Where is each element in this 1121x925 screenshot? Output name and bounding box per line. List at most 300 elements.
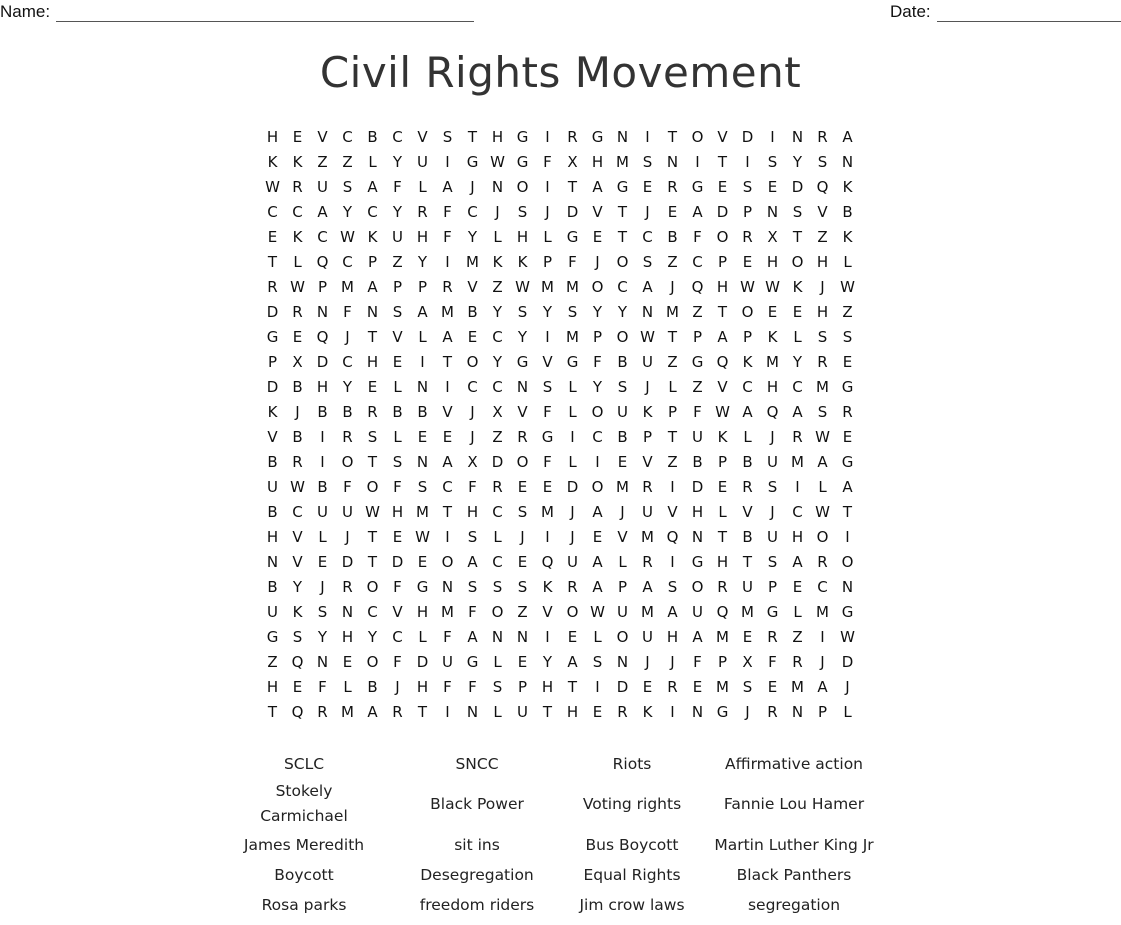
- grid-letter[interactable]: N: [791, 128, 804, 146]
- grid-letter[interactable]: O: [366, 578, 379, 596]
- grid-letter[interactable]: G: [466, 653, 479, 671]
- grid-letter[interactable]: N: [416, 378, 429, 396]
- grid-letter[interactable]: P: [817, 703, 828, 721]
- grid-letter[interactable]: W: [715, 403, 730, 421]
- grid-letter[interactable]: A: [642, 578, 653, 596]
- grid-letter[interactable]: G: [841, 453, 854, 471]
- grid-letter[interactable]: Q: [766, 403, 779, 421]
- grid-letter[interactable]: E: [792, 578, 803, 596]
- grid-letter[interactable]: M: [341, 703, 354, 721]
- grid-letter[interactable]: G: [516, 353, 529, 371]
- grid-letter[interactable]: V: [267, 428, 278, 446]
- grid-letter[interactable]: K: [842, 178, 853, 196]
- grid-letter[interactable]: R: [642, 553, 653, 571]
- grid-letter[interactable]: X: [567, 153, 578, 171]
- grid-letter[interactable]: D: [341, 553, 354, 571]
- grid-letter[interactable]: O: [591, 478, 604, 496]
- grid-letter[interactable]: L: [843, 703, 852, 721]
- grid-letter[interactable]: M: [641, 603, 654, 621]
- grid-letter[interactable]: B: [267, 453, 278, 471]
- grid-letter[interactable]: M: [641, 528, 654, 546]
- grid-letter[interactable]: O: [816, 528, 829, 546]
- grid-letter[interactable]: C: [267, 203, 278, 221]
- grid-letter[interactable]: R: [617, 703, 628, 721]
- grid-letter[interactable]: V: [417, 128, 428, 146]
- grid-letter[interactable]: V: [292, 528, 303, 546]
- grid-letter[interactable]: N: [641, 303, 654, 321]
- grid-letter[interactable]: T: [842, 503, 853, 521]
- grid-letter[interactable]: P: [592, 328, 603, 346]
- grid-letter[interactable]: E: [642, 178, 653, 196]
- grid-letter[interactable]: S: [667, 578, 678, 596]
- grid-letter[interactable]: E: [717, 178, 728, 196]
- grid-letter[interactable]: A: [842, 128, 853, 146]
- grid-letter[interactable]: I: [795, 478, 800, 496]
- grid-letter[interactable]: G: [516, 128, 529, 146]
- grid-letter[interactable]: F: [393, 478, 402, 496]
- grid-letter[interactable]: G: [716, 703, 729, 721]
- grid-letter[interactable]: E: [717, 478, 728, 496]
- grid-letter[interactable]: I: [770, 128, 775, 146]
- grid-letter[interactable]: Y: [367, 628, 378, 646]
- grid-letter[interactable]: Z: [317, 153, 328, 171]
- grid-letter[interactable]: G: [516, 153, 529, 171]
- grid-letter[interactable]: A: [842, 478, 853, 496]
- grid-letter[interactable]: M: [566, 328, 579, 346]
- grid-letter[interactable]: D: [416, 653, 429, 671]
- grid-letter[interactable]: P: [667, 403, 678, 421]
- grid-letter[interactable]: S: [467, 528, 478, 546]
- grid-letter[interactable]: L: [568, 453, 577, 471]
- grid-letter[interactable]: E: [292, 678, 303, 696]
- grid-letter[interactable]: G: [691, 553, 704, 571]
- grid-letter[interactable]: L: [318, 528, 327, 546]
- grid-letter[interactable]: C: [492, 503, 503, 521]
- grid-letter[interactable]: W: [490, 153, 505, 171]
- grid-letter[interactable]: E: [667, 203, 678, 221]
- grid-letter[interactable]: Y: [392, 153, 403, 171]
- grid-letter[interactable]: B: [392, 403, 403, 421]
- grid-letter[interactable]: M: [441, 303, 454, 321]
- grid-letter[interactable]: O: [716, 228, 729, 246]
- grid-letter[interactable]: B: [617, 428, 628, 446]
- grid-letter[interactable]: T: [367, 553, 378, 571]
- grid-letter[interactable]: C: [792, 503, 803, 521]
- grid-letter[interactable]: I: [545, 628, 550, 646]
- grid-letter[interactable]: U: [742, 578, 753, 596]
- grid-letter[interactable]: O: [791, 253, 804, 271]
- grid-letter[interactable]: F: [343, 303, 352, 321]
- grid-letter[interactable]: H: [316, 378, 329, 396]
- grid-letter[interactable]: L: [793, 328, 802, 346]
- grid-letter[interactable]: O: [491, 603, 504, 621]
- grid-letter[interactable]: I: [445, 378, 450, 396]
- grid-letter[interactable]: U: [317, 178, 328, 196]
- grid-letter[interactable]: E: [617, 453, 628, 471]
- grid-letter[interactable]: U: [417, 153, 428, 171]
- grid-letter[interactable]: F: [693, 403, 702, 421]
- grid-letter[interactable]: C: [342, 128, 353, 146]
- grid-letter[interactable]: H: [766, 253, 779, 271]
- grid-letter[interactable]: S: [792, 203, 803, 221]
- grid-letter[interactable]: V: [642, 453, 653, 471]
- grid-letter[interactable]: P: [617, 578, 628, 596]
- grid-letter[interactable]: S: [517, 578, 528, 596]
- grid-letter[interactable]: G: [541, 428, 554, 446]
- grid-letter[interactable]: D: [791, 178, 804, 196]
- grid-letter[interactable]: Q: [666, 528, 679, 546]
- grid-letter[interactable]: L: [493, 528, 502, 546]
- grid-letter[interactable]: R: [567, 128, 578, 146]
- grid-letter[interactable]: N: [316, 303, 329, 321]
- grid-letter[interactable]: H: [266, 528, 279, 546]
- grid-letter[interactable]: W: [815, 428, 830, 446]
- grid-letter[interactable]: L: [718, 503, 727, 521]
- grid-letter[interactable]: R: [367, 403, 378, 421]
- grid-letter[interactable]: E: [742, 628, 753, 646]
- grid-letter[interactable]: N: [791, 703, 804, 721]
- grid-letter[interactable]: J: [670, 278, 675, 296]
- grid-letter[interactable]: L: [368, 153, 377, 171]
- grid-letter[interactable]: L: [668, 378, 677, 396]
- grid-letter[interactable]: V: [392, 328, 403, 346]
- grid-letter[interactable]: L: [493, 703, 502, 721]
- grid-letter[interactable]: R: [767, 703, 778, 721]
- grid-letter[interactable]: J: [620, 503, 625, 521]
- grid-letter[interactable]: Q: [291, 653, 304, 671]
- grid-letter[interactable]: E: [767, 178, 778, 196]
- grid-letter[interactable]: C: [792, 378, 803, 396]
- grid-letter[interactable]: S: [517, 503, 528, 521]
- grid-letter[interactable]: U: [317, 503, 328, 521]
- grid-letter[interactable]: U: [517, 703, 528, 721]
- grid-letter[interactable]: S: [317, 603, 328, 621]
- grid-letter[interactable]: J: [770, 503, 775, 521]
- grid-letter[interactable]: F: [768, 653, 777, 671]
- grid-letter[interactable]: R: [767, 628, 778, 646]
- grid-letter[interactable]: C: [342, 253, 353, 271]
- grid-letter[interactable]: C: [492, 378, 503, 396]
- grid-letter[interactable]: W: [740, 278, 755, 296]
- grid-letter[interactable]: I: [670, 553, 675, 571]
- grid-letter[interactable]: K: [292, 603, 303, 621]
- grid-letter[interactable]: T: [367, 528, 378, 546]
- grid-letter[interactable]: Z: [842, 303, 853, 321]
- grid-letter[interactable]: A: [317, 203, 328, 221]
- grid-letter[interactable]: V: [717, 128, 728, 146]
- grid-letter[interactable]: T: [367, 328, 378, 346]
- grid-letter[interactable]: R: [317, 703, 328, 721]
- grid-letter[interactable]: R: [267, 278, 278, 296]
- grid-letter[interactable]: T: [467, 128, 478, 146]
- grid-letter[interactable]: A: [692, 203, 703, 221]
- grid-letter[interactable]: B: [367, 678, 378, 696]
- grid-letter[interactable]: E: [592, 703, 603, 721]
- grid-letter[interactable]: M: [741, 603, 754, 621]
- grid-letter[interactable]: P: [642, 428, 653, 446]
- grid-letter[interactable]: J: [320, 578, 325, 596]
- grid-letter[interactable]: U: [392, 228, 403, 246]
- grid-letter[interactable]: X: [292, 353, 303, 371]
- grid-letter[interactable]: F: [568, 253, 577, 271]
- name-blank-line[interactable]: [56, 3, 474, 22]
- grid-letter[interactable]: S: [817, 153, 828, 171]
- grid-letter[interactable]: R: [667, 178, 678, 196]
- grid-letter[interactable]: K: [492, 253, 503, 271]
- grid-letter[interactable]: C: [367, 203, 378, 221]
- grid-letter[interactable]: J: [645, 378, 650, 396]
- grid-letter[interactable]: F: [543, 403, 552, 421]
- grid-letter[interactable]: W: [640, 328, 655, 346]
- grid-letter[interactable]: F: [543, 153, 552, 171]
- grid-letter[interactable]: H: [416, 603, 429, 621]
- grid-letter[interactable]: L: [393, 428, 402, 446]
- grid-letter[interactable]: A: [367, 178, 378, 196]
- grid-letter[interactable]: K: [642, 403, 653, 421]
- grid-letter[interactable]: P: [692, 328, 703, 346]
- grid-letter[interactable]: E: [267, 228, 278, 246]
- grid-letter[interactable]: N: [516, 378, 529, 396]
- grid-letter[interactable]: S: [492, 678, 503, 696]
- grid-letter[interactable]: Y: [417, 253, 428, 271]
- grid-letter[interactable]: V: [392, 603, 403, 621]
- grid-letter[interactable]: I: [545, 328, 550, 346]
- grid-letter[interactable]: M: [666, 303, 679, 321]
- grid-letter[interactable]: Q: [716, 353, 729, 371]
- grid-letter[interactable]: A: [467, 628, 478, 646]
- grid-letter[interactable]: E: [742, 253, 753, 271]
- grid-letter[interactable]: L: [343, 678, 352, 696]
- grid-letter[interactable]: G: [591, 128, 604, 146]
- grid-letter[interactable]: U: [767, 528, 778, 546]
- grid-letter[interactable]: V: [667, 503, 678, 521]
- grid-letter[interactable]: F: [318, 678, 327, 696]
- grid-letter[interactable]: Q: [716, 603, 729, 621]
- grid-letter[interactable]: W: [765, 278, 780, 296]
- grid-letter[interactable]: T: [542, 703, 553, 721]
- grid-letter[interactable]: S: [642, 253, 653, 271]
- grid-letter[interactable]: H: [266, 128, 279, 146]
- grid-letter[interactable]: O: [591, 403, 604, 421]
- grid-letter[interactable]: E: [592, 528, 603, 546]
- grid-letter[interactable]: G: [691, 353, 704, 371]
- grid-letter[interactable]: F: [393, 578, 402, 596]
- grid-letter[interactable]: I: [320, 428, 325, 446]
- grid-letter[interactable]: Z: [492, 428, 503, 446]
- grid-letter[interactable]: M: [766, 353, 779, 371]
- grid-letter[interactable]: R: [742, 228, 753, 246]
- grid-letter[interactable]: D: [741, 128, 754, 146]
- grid-letter[interactable]: T: [442, 353, 453, 371]
- grid-letter[interactable]: R: [817, 353, 828, 371]
- grid-letter[interactable]: K: [367, 228, 378, 246]
- grid-letter[interactable]: U: [617, 403, 628, 421]
- grid-letter[interactable]: Z: [667, 353, 678, 371]
- grid-letter[interactable]: S: [817, 403, 828, 421]
- grid-letter[interactable]: A: [442, 178, 453, 196]
- grid-letter[interactable]: E: [767, 303, 778, 321]
- grid-letter[interactable]: Q: [316, 328, 329, 346]
- grid-letter[interactable]: B: [342, 403, 353, 421]
- grid-letter[interactable]: L: [793, 603, 802, 621]
- grid-letter[interactable]: N: [491, 628, 504, 646]
- grid-letter[interactable]: K: [292, 153, 303, 171]
- grid-letter[interactable]: H: [541, 678, 554, 696]
- grid-letter[interactable]: X: [742, 653, 753, 671]
- grid-letter[interactable]: M: [816, 378, 829, 396]
- grid-letter[interactable]: S: [767, 153, 778, 171]
- grid-letter[interactable]: Y: [292, 578, 303, 596]
- grid-letter[interactable]: E: [342, 653, 353, 671]
- grid-letter[interactable]: J: [545, 203, 550, 221]
- grid-letter[interactable]: E: [442, 428, 453, 446]
- grid-letter[interactable]: E: [517, 478, 528, 496]
- grid-letter[interactable]: Y: [542, 303, 553, 321]
- grid-letter[interactable]: V: [742, 503, 753, 521]
- grid-letter[interactable]: H: [816, 253, 829, 271]
- grid-letter[interactable]: I: [545, 128, 550, 146]
- grid-letter[interactable]: O: [741, 303, 754, 321]
- grid-letter[interactable]: G: [466, 153, 479, 171]
- grid-letter[interactable]: T: [717, 153, 728, 171]
- grid-letter[interactable]: O: [516, 453, 529, 471]
- grid-letter[interactable]: K: [742, 353, 753, 371]
- grid-letter[interactable]: C: [692, 253, 703, 271]
- grid-letter[interactable]: L: [743, 428, 752, 446]
- grid-letter[interactable]: A: [592, 553, 603, 571]
- grid-letter[interactable]: Y: [317, 628, 328, 646]
- grid-letter[interactable]: P: [517, 678, 528, 696]
- grid-letter[interactable]: J: [495, 203, 500, 221]
- grid-letter[interactable]: P: [317, 278, 328, 296]
- grid-letter[interactable]: D: [841, 653, 854, 671]
- grid-letter[interactable]: T: [667, 128, 678, 146]
- grid-letter[interactable]: G: [841, 378, 854, 396]
- grid-letter[interactable]: J: [570, 503, 575, 521]
- grid-letter[interactable]: T: [617, 203, 628, 221]
- grid-letter[interactable]: J: [820, 278, 825, 296]
- grid-letter[interactable]: A: [592, 578, 603, 596]
- grid-letter[interactable]: A: [792, 553, 803, 571]
- grid-letter[interactable]: M: [616, 153, 629, 171]
- grid-letter[interactable]: E: [842, 428, 853, 446]
- grid-letter[interactable]: B: [317, 478, 328, 496]
- grid-letter[interactable]: M: [416, 503, 429, 521]
- grid-letter[interactable]: D: [616, 678, 629, 696]
- grid-letter[interactable]: W: [340, 228, 355, 246]
- grid-letter[interactable]: O: [841, 553, 854, 571]
- grid-letter[interactable]: M: [341, 278, 354, 296]
- grid-letter[interactable]: F: [468, 603, 477, 621]
- grid-letter[interactable]: O: [691, 578, 704, 596]
- grid-letter[interactable]: R: [567, 578, 578, 596]
- grid-letter[interactable]: Q: [816, 178, 829, 196]
- grid-letter[interactable]: I: [445, 253, 450, 271]
- grid-letter[interactable]: V: [317, 128, 328, 146]
- grid-letter[interactable]: I: [695, 153, 700, 171]
- grid-letter[interactable]: U: [342, 503, 353, 521]
- grid-letter[interactable]: J: [470, 403, 475, 421]
- grid-letter[interactable]: H: [691, 503, 704, 521]
- grid-letter[interactable]: I: [445, 703, 450, 721]
- grid-letter[interactable]: W: [840, 628, 855, 646]
- grid-letter[interactable]: P: [417, 278, 428, 296]
- grid-letter[interactable]: I: [545, 178, 550, 196]
- grid-letter[interactable]: J: [295, 403, 300, 421]
- grid-letter[interactable]: H: [416, 678, 429, 696]
- grid-letter[interactable]: C: [442, 478, 453, 496]
- grid-letter[interactable]: S: [467, 578, 478, 596]
- grid-letter[interactable]: G: [691, 178, 704, 196]
- grid-letter[interactable]: O: [616, 628, 629, 646]
- grid-letter[interactable]: F: [543, 453, 552, 471]
- grid-letter[interactable]: I: [745, 153, 750, 171]
- grid-letter[interactable]: I: [545, 528, 550, 546]
- grid-letter[interactable]: C: [492, 553, 503, 571]
- grid-letter[interactable]: E: [792, 303, 803, 321]
- grid-letter[interactable]: G: [766, 603, 779, 621]
- grid-letter[interactable]: C: [742, 378, 753, 396]
- grid-letter[interactable]: J: [745, 703, 750, 721]
- grid-letter[interactable]: T: [667, 428, 678, 446]
- grid-letter[interactable]: B: [742, 453, 753, 471]
- grid-letter[interactable]: X: [467, 453, 478, 471]
- grid-letter[interactable]: H: [716, 553, 729, 571]
- grid-letter[interactable]: N: [266, 553, 279, 571]
- grid-letter[interactable]: M: [716, 628, 729, 646]
- grid-letter[interactable]: R: [742, 478, 753, 496]
- grid-letter[interactable]: C: [467, 203, 478, 221]
- grid-letter[interactable]: Y: [792, 353, 803, 371]
- grid-letter[interactable]: T: [617, 228, 628, 246]
- grid-letter[interactable]: P: [742, 328, 753, 346]
- grid-letter[interactable]: K: [292, 228, 303, 246]
- grid-letter[interactable]: U: [567, 553, 578, 571]
- grid-letter[interactable]: N: [841, 578, 854, 596]
- grid-letter[interactable]: P: [267, 353, 278, 371]
- grid-letter[interactable]: J: [670, 653, 675, 671]
- grid-letter[interactable]: J: [770, 428, 775, 446]
- grid-letter[interactable]: C: [592, 428, 603, 446]
- grid-letter[interactable]: Z: [692, 303, 703, 321]
- grid-letter[interactable]: M: [541, 503, 554, 521]
- grid-letter[interactable]: R: [292, 453, 303, 471]
- grid-letter[interactable]: J: [820, 653, 825, 671]
- grid-letter[interactable]: I: [570, 428, 575, 446]
- grid-letter[interactable]: I: [820, 628, 825, 646]
- grid-letter[interactable]: D: [491, 453, 504, 471]
- grid-letter[interactable]: S: [392, 453, 403, 471]
- grid-letter[interactable]: M: [791, 453, 804, 471]
- grid-letter[interactable]: O: [566, 603, 579, 621]
- grid-letter[interactable]: Z: [792, 628, 803, 646]
- grid-letter[interactable]: C: [617, 278, 628, 296]
- grid-letter[interactable]: R: [442, 278, 453, 296]
- grid-letter[interactable]: O: [691, 128, 704, 146]
- grid-letter[interactable]: G: [616, 178, 629, 196]
- grid-letter[interactable]: G: [266, 628, 279, 646]
- grid-letter[interactable]: Y: [342, 378, 353, 396]
- grid-letter[interactable]: K: [792, 278, 803, 296]
- grid-letter[interactable]: Y: [492, 353, 503, 371]
- grid-letter[interactable]: T: [367, 453, 378, 471]
- grid-letter[interactable]: S: [767, 478, 778, 496]
- grid-letter[interactable]: J: [645, 203, 650, 221]
- grid-letter[interactable]: I: [845, 528, 850, 546]
- grid-letter[interactable]: J: [570, 528, 575, 546]
- grid-letter[interactable]: E: [417, 428, 428, 446]
- grid-letter[interactable]: S: [567, 303, 578, 321]
